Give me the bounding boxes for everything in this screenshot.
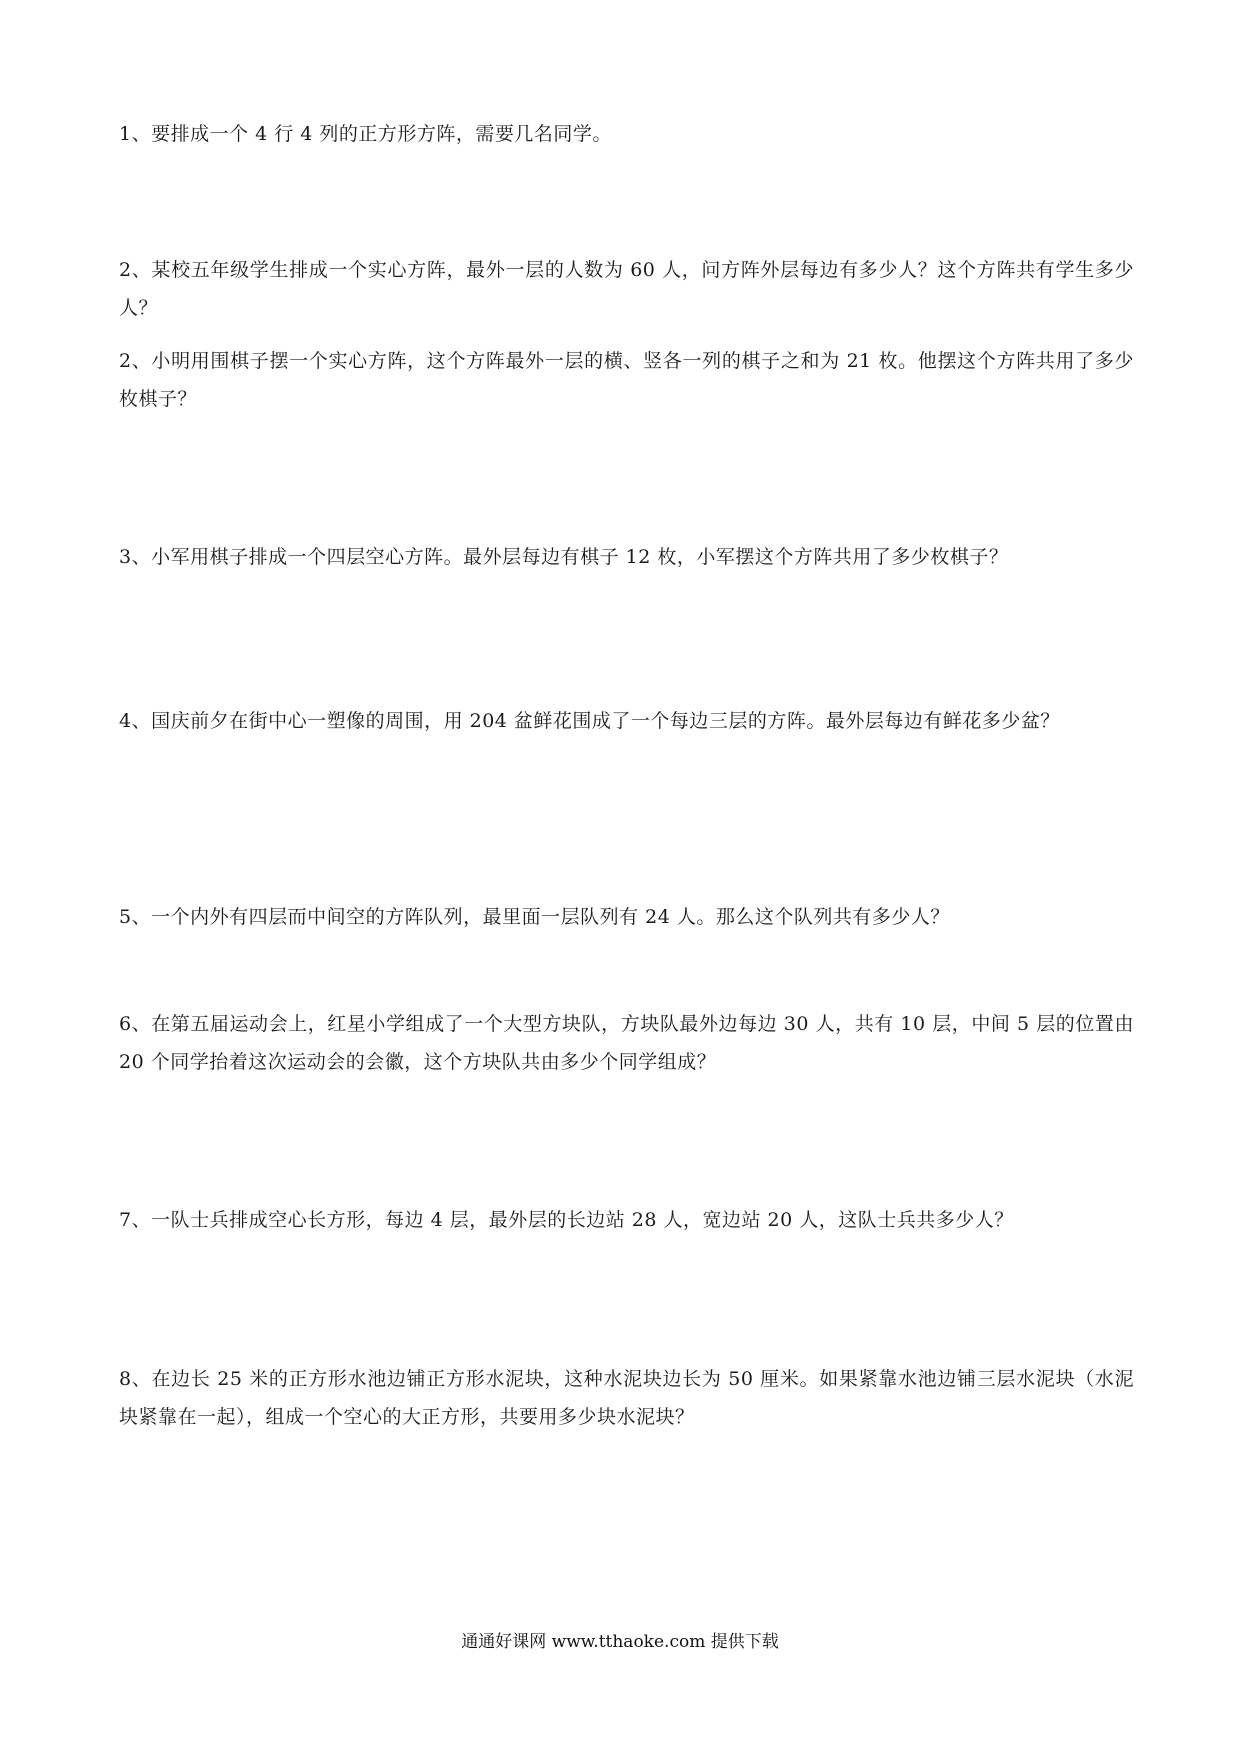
question-1: 1、要排成一个 4 行 4 列的正方形方阵，需要几名同学。: [119, 123, 612, 145]
question-4: 4、国庆前夕在街中心一塑像的周围，用 204 盆鲜花围成了一个每边三层的方阵。最外层每边有鲜花多少盆？: [119, 710, 1060, 732]
question-2: 2、某校五年级学生排成一个实心方阵，最外一层的人数为 60 人，问方阵外层每边有多少人？这个方阵共有学生多少人？: [119, 259, 1134, 319]
question-6: 6、在第五届运动会上，红星小学组成了一个大型方块队，方块队最外边每边 30 人，共有 10 层，中间 5 层的位置由 20 个同学抬着这次运动会的会徽，这个方块队共由多少个同学组成？: [119, 1013, 1134, 1073]
question-5: 5、一个内外有四层而中间空的方阵队列，最里面一层队列有 24 人。那么这个队列共有多少人？: [119, 906, 950, 928]
question-7: 7、一队士兵排成空心长方形，每边 4 层，最外层的长边站 28 人，宽边站 20 人，这队士兵共多少人？: [119, 1209, 1014, 1231]
footer-source: 通通好课网 www.tthaoke.com 提供下载: [461, 1632, 779, 1652]
question-8: 8、在边长 25 米的正方形水池边铺正方形水泥块，这种水泥块边长为 50 厘米。如果紧靠水池边铺三层水泥块（水泥块紧靠在一起），组成一个空心的大正方形，共要用多少块水泥块？: [119, 1368, 1134, 1428]
question-2b: 2、小明用围棋子摆一个实心方阵，这个方阵最外一层的横、竖各一列的棋子之和为 21 枚。他摆这个方阵共用了多少枚棋子？: [119, 350, 1134, 410]
question-3: 3、小军用棋子排成一个四层空心方阵。最外层每边有棋子 12 枚，小军摆这个方阵共用了多少枚棋子？: [119, 546, 1009, 568]
